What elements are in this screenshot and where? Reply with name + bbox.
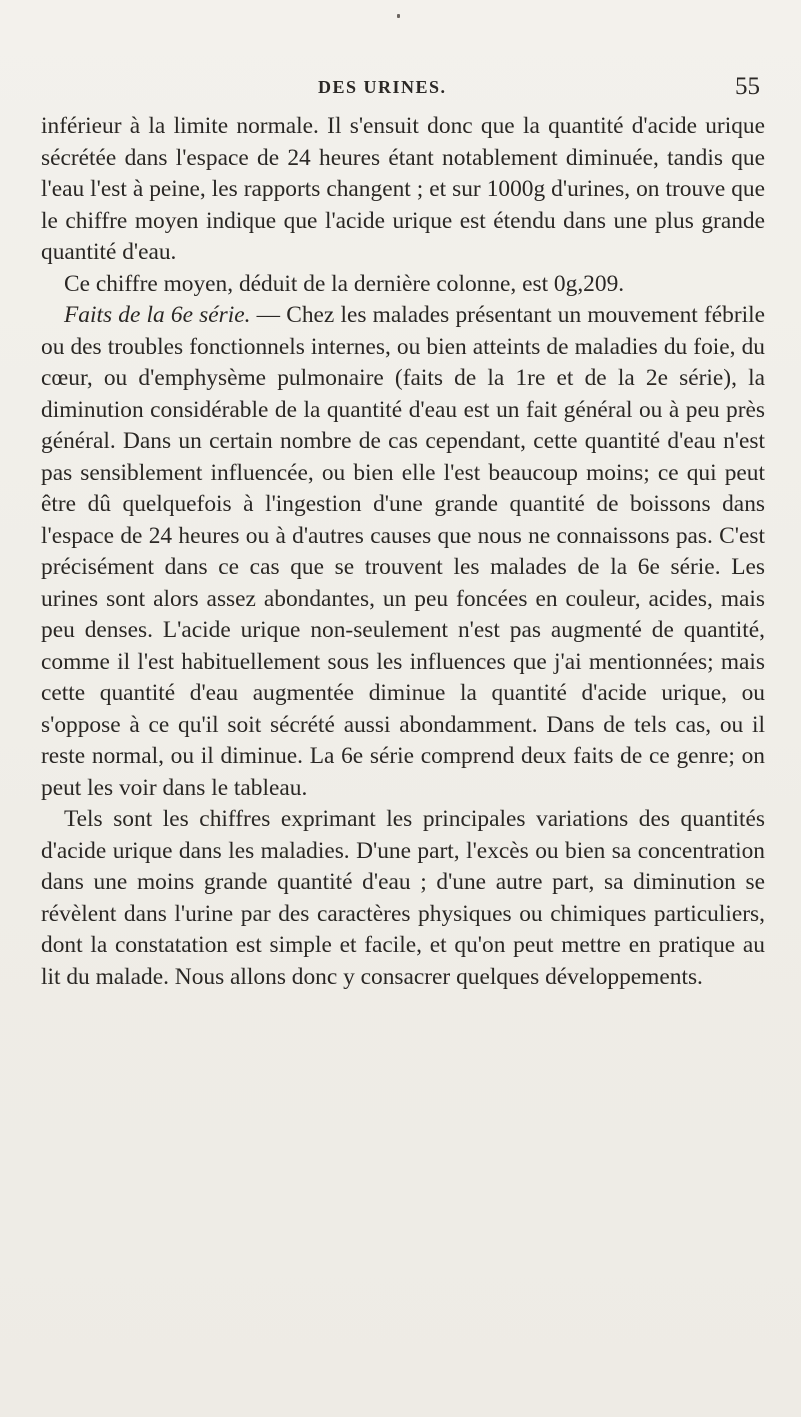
page-number: 55 bbox=[735, 73, 760, 100]
page-header bbox=[0, 73, 801, 105]
paragraph-2: Ce chiffre moyen, déduit de la dernière colonne, est 0g,209. bbox=[64, 270, 625, 297]
paragraph-4: Tels sont les chiffres exprimant les principales variations des quantités d'acide urique dans les maladies. D'une part, l'excès ou bien sa concentration dans une moins grande quantité d'eau ; d'une autre part, sa diminution se révèlent dans l'urine par des caractères physiques ou chimiques particuliers, dont la constatation est simple et facile, et qu'on peut mettre en pratique au lit du malade. Nous allons donc y consacrer quelques développements. bbox=[41, 806, 765, 990]
body-text bbox=[41, 111, 765, 993]
paragraph-1: inférieur à la limite normale. Il s'ensuit donc que la quantité d'acide urique sécrétée dans l'espace de 24 heures étant notablement diminuée, tandis que l'eau l'est à peine, les rapports changent ; et sur 1000g d'urines, on trouve que le chiffre moyen indique que l'acide urique est étendu dans une plus grande quantité d'eau. bbox=[41, 113, 765, 265]
section-heading-italic: Faits de la 6e série. bbox=[64, 302, 251, 328]
ink-speck bbox=[397, 14, 400, 18]
running-title: DES URINES. bbox=[318, 77, 447, 97]
paragraph-3-text: — Chez les malades présentant un mouvement fébrile ou des troubles fonctionnels internes, ou bien atteints de maladies du foie, du cœur, ou d'emphysème pulmonaire (faits de la 1re et de la 2e série), la diminution considérable de la quantité d'eau est un fait général ou à peu près général. Dans un certain nombre de cas cependant, cette quantité d'eau n'est pas sensiblement influencée, ou bien elle l'est beaucoup moins; ce qui peut être dû quelquefois à l'ingestion d'une grande quantité de boissons dans l'espace de 24 heures ou à d'autres causes que nous ne connaissons pas. C'est précisément dans ce cas que se trouvent les malades de la 6e série. Les urines sont alors assez abondantes, un peu foncées en couleur, acides, mais peu denses. L'acide urique non-seulement n'est pas augmenté de quantité, comme il l'est habituellement sous les influences que j'ai mentionnées; mais cette quantité d'eau augmentée diminue la quantité d'acide urique, ou s'oppose à ce qu'il soit sécrété aussi abondamment. Dans de tels cas, ou il reste normal, ou il diminue. La 6e série comprend deux faits de ce genre; on peut les voir dans le tableau. bbox=[41, 302, 765, 801]
paragraph-3 bbox=[41, 300, 765, 804]
